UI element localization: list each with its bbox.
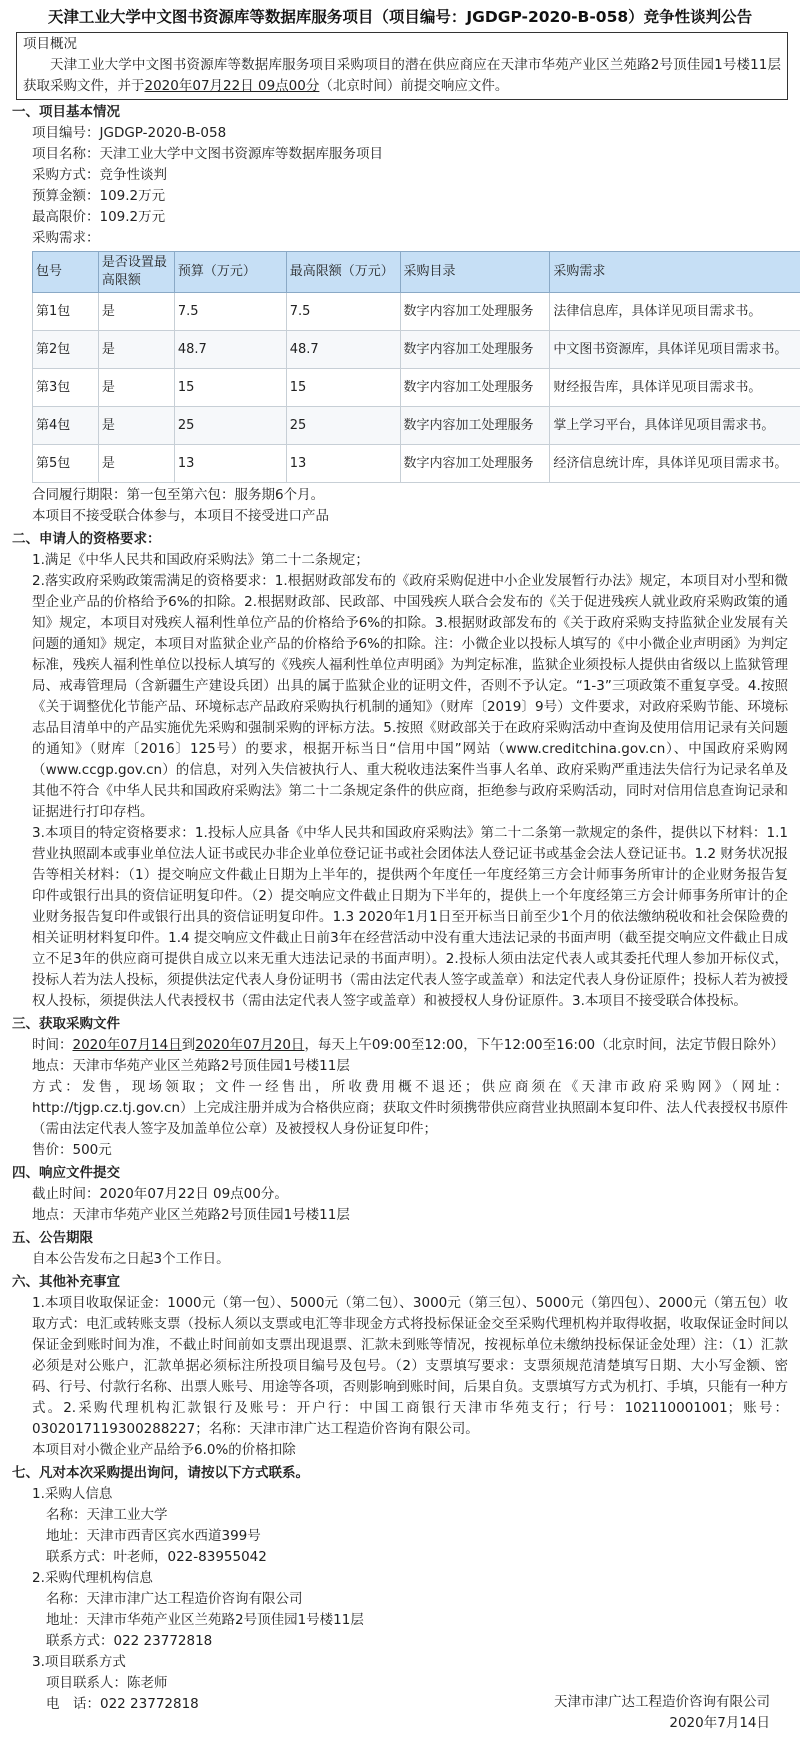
overview-text [23, 55, 781, 97]
cell-catalog: 数字内容加工处理服务 [400, 445, 550, 483]
section-6-body [12, 1293, 788, 1461]
section-7-heading: 七、凡对本次采购提出询问，请按以下方式联系。 [12, 1465, 309, 1481]
overview-label: 项目概况 [23, 36, 77, 52]
table-row [33, 369, 800, 407]
overview-text-pre: 天津工业大学中文图书资源库等数据库服务项目采购项目的潜在供应商应在天津市华苑产业区兰苑路2号顶佳园1号楼11层获取采购文件，并于 [23, 57, 781, 94]
section-3-heading: 三、获取采购文件 [12, 1016, 120, 1032]
qualification-1: 1.满足《中华人民共和国政府采购法》第二十二条规定； [32, 552, 369, 568]
obtain-time [32, 1035, 788, 1056]
cell-needs: 法律信息库，具体详见项目需求书。 [550, 293, 800, 331]
submission-deadline: 截止时间：2020年07月22日 09点00分。 [32, 1186, 288, 1202]
cell-package-no: 第4包 [33, 407, 99, 445]
cell-max-limit: 7.5 [286, 293, 400, 331]
procurement-needs-label: 采购需求： [32, 230, 100, 246]
sme-discount-note: 本项目对小微企业产品给予6.0%的价格扣除 [32, 1442, 296, 1458]
notice-period: 自本公告发布之日起3个工作日。 [32, 1251, 230, 1267]
qualification-2: 2.落实政府采购政策需满足的资格要求：1.根据财政部发布的《政府采购促进中小企业发展暂行办法》规定，本项目对小型和微型企业产品的价格给予6%的扣除。2.根据财政部、民政部、中国残疾人联合会发布的《关于促进残疾人就业政府采购政策的通知》规定，本项目对残疾人福利性单位产品的价格给予6%的扣除。3.根据财政部发布的《关于政府采购支持监狱企业发展有关问题的通知》规定，本项目对监狱企业产品的价格给予6%的扣除。注：小微企业以投标人填写的《中小微企业声明函》为判定标准，残疾人福利性单位以投标人填写的《残疾人福利性单位声明函》为判定标准，监狱企业须投标人提供由省级以上监狱管理局、戒毒管理局（含新疆生产建设兵团）出具的属于监狱企业的证明文件，否则不予认定。“1-3”三项政策不重复享受。4.按照《关于调整优化节能产品、环境标志产品政府采购执行机制的通知》（财库〔2019〕9号）文件要求，对政府采购节能、环境标志品目清单中的产品实施优先采购和强制采购的评标方法。5.按照《财政部关于在政府采购活动中查询及使用信用记录有关问题的通知》（财库〔2016〕125号）的要求，根据开标当日“信用中国”网站（www.creditchina.gov.cn）、中国政府采购网（www.ccgp.gov.cn）的信息，对列入失信被执行人、重大税收违法案件当事人名单、政府采购严重违法失信行为记录名单及其他不符合《中华人民共和国政府采购法》第二十二条规定条件的供应商，拒绝参与政府采购活动，同时对信用信息查询记录和证据进行打印存档。 [32, 573, 788, 820]
obtain-time-rest: ，每天上午09:00至12:00，下午12:00至16:00（北京时间，法定节假日除外） [304, 1037, 785, 1053]
supplementary-text: 1.本项目收取保证金：1000元（第一包）、5000元（第二包）、3000元（第三包）、5000元（第四包）、2000元（第五包）收取方式：电汇或转账支票（投标人须以支票或电汇等非现金方式将投标保证金交至采购代理机构并取得收据，收取保证金时间以保证金到账时间为准，不截止时间前如支票出现退票、汇款未到账等情况，按视标单位未缴纳投标保证金处理）注：（1）汇款必须是对公账户，汇款单据必须标注所投项目编号及包号。（2）支票填写要求：支票须规范清楚填写日期、大小写金额、密码、行号、付款行名称、出票人账号、用途等各项，否则影响到账时间，后果自负。支票填写方式为机打、手填，只能有一种方式。2.采购代理机构汇款银行及账号：开户行：中国工商银行天津市华苑支行；行号：102110001001；账号：0302017119300288227；名称：天津市津广达工程造价咨询有限公司。 [32, 1295, 788, 1437]
obtain-time-label: 时间： [32, 1037, 73, 1053]
cell-has-limit: 是 [98, 407, 174, 445]
section-2-body [12, 550, 788, 1012]
cell-package-no: 第5包 [33, 445, 99, 483]
cell-budget: 7.5 [174, 293, 286, 331]
project-number: 项目编号：JGDGP-2020-B-058 [32, 125, 227, 141]
cell-has-limit: 是 [98, 369, 174, 407]
cell-needs: 经济信息统计库，具体详见项目需求书。 [550, 445, 800, 483]
cell-max-limit: 48.7 [286, 331, 400, 369]
table-row [33, 293, 800, 331]
agency-address: 地址：天津市华苑产业区兰苑路2号顶佳园1号楼11层 [46, 1612, 364, 1628]
project-name: 项目名称：天津工业大学中文图书资源库等数据库服务项目 [32, 146, 383, 162]
obtain-end-date: 2020年07月20日 [195, 1037, 305, 1053]
agency-name: 名称：天津市津广达工程造价咨询有限公司 [46, 1591, 303, 1607]
table-row [33, 407, 800, 445]
cell-catalog: 数字内容加工处理服务 [400, 331, 550, 369]
section-1-after [12, 485, 788, 527]
table-row [33, 445, 800, 483]
overview-deadline: 2020年07月22日 09点00分 [144, 78, 320, 94]
cell-has-limit: 是 [98, 331, 174, 369]
cell-max-limit: 13 [286, 445, 400, 483]
col-max-limit: 最高限额（万元） [286, 252, 400, 293]
cell-budget: 48.7 [174, 331, 286, 369]
cell-has-limit: 是 [98, 445, 174, 483]
cell-package-no: 第2包 [33, 331, 99, 369]
obtain-method: 方式：发售，现场领取；文件一经售出，所收费用概不退还；供应商须在《天津市政府采购网》（网址：http://tjgp.cz.tj.gov.cn）上完成注册并成为合格供应商；获取文件时须携带供应商营业执照副本复印件、法人代表授权书原件（需由法定代表人签字及加盖单位公章）及被授权人身份证复印件； [32, 1079, 788, 1137]
section-5-heading: 五、公告期限 [12, 1230, 93, 1246]
budget-amount: 预算金额：109.2万元 [32, 188, 166, 204]
obtain-price: 售价：500元 [32, 1142, 112, 1158]
purchaser-info-heading: 1.采购人信息 [32, 1486, 113, 1502]
obtain-start-date: 2020年07月14日 [72, 1037, 182, 1053]
project-overview-box [16, 32, 788, 100]
section-4-heading: 四、响应文件提交 [12, 1165, 120, 1181]
section-5-body [12, 1249, 788, 1270]
col-needs: 采购需求 [550, 252, 800, 293]
purchaser-contact: 联系方式：叶老师，022-83955042 [46, 1549, 267, 1565]
cell-budget: 13 [174, 445, 286, 483]
section-1-heading: 一、项目基本情况 [12, 104, 120, 120]
project-contact-heading: 3.项目联系方式 [32, 1654, 126, 1670]
col-has-limit: 是否设置最高限额 [98, 252, 174, 293]
page-title: 天津工业大学中文图书资源库等数据库服务项目（项目编号：JGDGP-2020-B-058）竞争性谈判公告 [47, 8, 753, 26]
section-7-body [12, 1484, 788, 1715]
table-row [33, 331, 800, 369]
cell-has-limit: 是 [98, 293, 174, 331]
purchaser-address: 地址：天津市西青区宾水西道399号 [46, 1528, 261, 1544]
cell-catalog: 数字内容加工处理服务 [400, 407, 550, 445]
signature-date: 2020年7月14日 [669, 1715, 770, 1731]
cell-needs: 掌上学习平台，具体详见项目需求书。 [550, 407, 800, 445]
agency-info-heading: 2.采购代理机构信息 [32, 1570, 153, 1586]
cell-catalog: 数字内容加工处理服务 [400, 293, 550, 331]
agency-contact: 联系方式：022 23772818 [46, 1633, 213, 1649]
submission-place: 地点：天津市华苑产业区兰苑路2号顶佳园1号楼11层 [32, 1207, 350, 1223]
cell-max-limit: 15 [286, 369, 400, 407]
cell-budget: 15 [174, 369, 286, 407]
cell-budget: 25 [174, 407, 286, 445]
signature-org: 天津市津广达工程造价咨询有限公司 [554, 1694, 770, 1710]
cell-package-no: 第3包 [33, 369, 99, 407]
consortium-note: 本项目不接受联合体参与，本项目不接受进口产品 [32, 508, 329, 524]
contract-period: 合同履行期限：第一包至第六包：服务期6个月。 [32, 487, 325, 503]
package-table-header [33, 252, 800, 293]
cell-needs: 财经报告库，具体详见项目需求书。 [550, 369, 800, 407]
cell-package-no: 第1包 [33, 293, 99, 331]
cell-max-limit: 25 [286, 407, 400, 445]
purchaser-name: 名称：天津工业大学 [46, 1507, 168, 1523]
max-price: 最高限价：109.2万元 [32, 209, 166, 225]
section-6-heading: 六、其他补充事宜 [12, 1274, 120, 1290]
section-3-body [12, 1035, 788, 1161]
package-table [32, 251, 800, 483]
obtain-place: 地点：天津市华苑产业区兰苑路2号顶佳园1号楼11层 [32, 1058, 350, 1074]
section-4-body [12, 1184, 788, 1226]
section-2-heading: 二、申请人的资格要求： [12, 531, 161, 547]
section-1-body [12, 123, 788, 249]
obtain-time-to: 到 [181, 1037, 196, 1053]
qualification-3: 3.本项目的特定资格要求：1.投标人应具备《中华人民共和国政府采购法》第二十二条第一款规定的条件，提供以下材料：1.1 营业执照副本或事业单位法人证书或民办非企业单位登记证书或社会团体法人登记证书或基金会法人登记证书。1.2 财务状况报告等相关材料：（1）提交响应文件截止日期为上半年的，提供两个年度任一年度经第三方会计师事务所审计的企业财务报告复印件或银行出具的资信证明复印件。（2）提交响应文件截止日期为下半年的，提供上一个年度经第三方会计师事务所审计的企业财务报告复印件或银行出具的资信证明复印件。1.3 2020年1月1日至开标当日前至少1个月的依法缴纳税收和社会保险费的相关证明材料复印件。1.4 提交响应文件截止日前3年在经营活动中没有重大违法记录的书面声明（截至提交响应文件截止日成立不足3年的供应商可提供自成立以来无重大违法记录的书面声明）。2.投标人须由法定代表人或其委托代理人参加开标仪式，投标人若为法人投标，须提供法定代表人身份证明书（需由法定代表人签字或盖章）和法定代表人身份证原件；投标人若为被授权人投标，须提供法人代表授权书（需由法定代表人签字或盖章）和被授权人身份证原件。3.本项目不接受联合体投标。 [32, 825, 788, 1009]
project-contact-phone: 电 话：022 23772818 [46, 1696, 199, 1712]
col-package-no: 包号 [33, 252, 99, 293]
col-catalog: 采购目录 [400, 252, 550, 293]
col-budget: 预算（万元） [174, 252, 286, 293]
project-contact-person: 项目联系人：陈老师 [46, 1675, 168, 1691]
cell-catalog: 数字内容加工处理服务 [400, 369, 550, 407]
procurement-method: 采购方式：竞争性谈判 [32, 167, 167, 183]
overview-text-post: （北京时间）前提交响应文件。 [319, 78, 509, 94]
cell-needs: 中文图书资源库，具体详见项目需求书。 [550, 331, 800, 369]
